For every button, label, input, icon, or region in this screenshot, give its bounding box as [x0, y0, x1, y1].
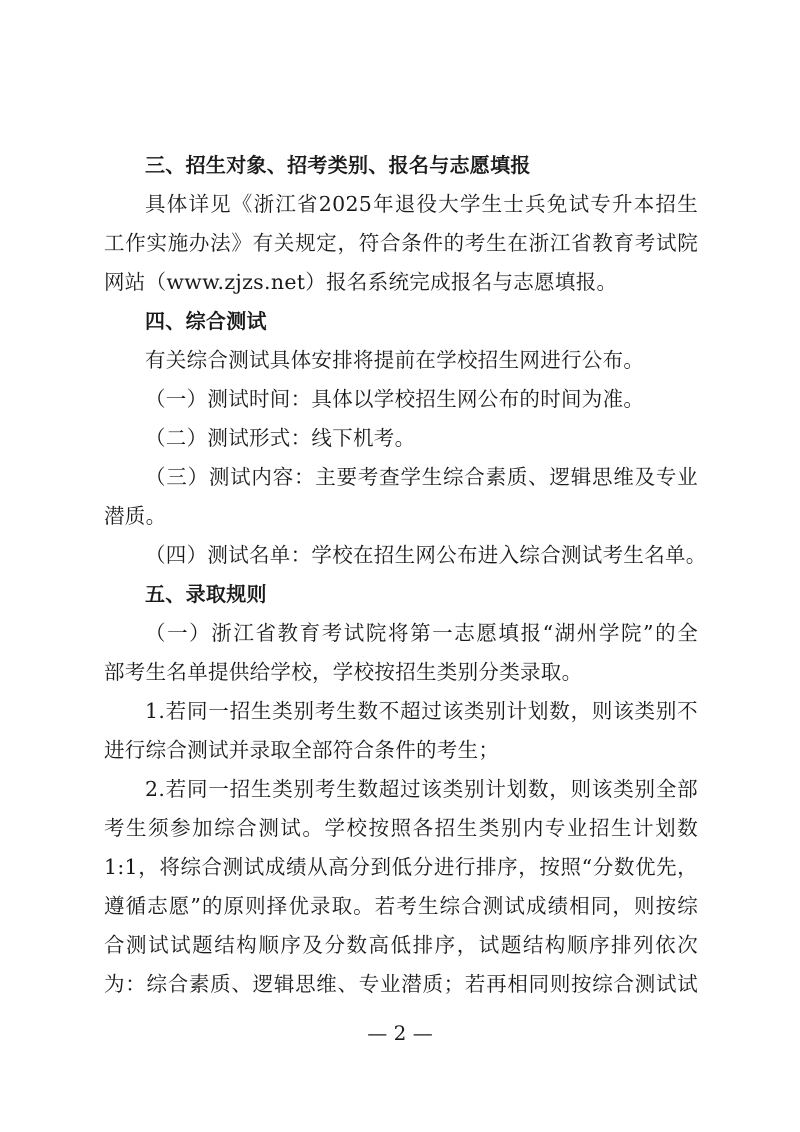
- page-number: — 2 —: [367, 1021, 433, 1045]
- paragraph-line: （二）测试形式：线下机考。: [145, 426, 416, 450]
- paragraph-line: 网站（www.zjzs.net）报名系统完成报名与志愿填报。: [104, 270, 618, 294]
- paragraph-line: 工作实施办法》有关规定，符合条件的考生在浙江省教育考试院: [104, 231, 698, 255]
- paragraph-line: 有关综合测试具体安排将提前在学校招生网进行公布。: [145, 348, 645, 372]
- paragraph-line: 遵循志愿”的原则择优录取。若考生综合测试成绩相同，则按综: [104, 894, 698, 918]
- paragraph-line: （一）测试时间：具体以学校招生网公布的时间为准。: [145, 387, 645, 411]
- paragraph-line: （四）测试名单：学校在招生网公布进入综合测试考生名单。: [145, 543, 707, 567]
- paragraph-line: 具体详见《浙江省2025年退役大学生士兵免试专升本招生: [145, 192, 698, 216]
- section-heading-3: 三、招生对象、招考类别、报名与志愿填报: [145, 153, 531, 177]
- paragraph-line: 进行综合测试并录取全部符合条件的考生；: [104, 738, 500, 762]
- paragraph-line: 为：综合素质、逻辑思维、专业潜质；若再相同则按综合测试试: [104, 972, 698, 996]
- paragraph-line: （一）浙江省教育考试院将第一志愿填报“湖州学院”的全: [145, 621, 698, 645]
- paragraph-line: 2.若同一招生类别考生数超过该类别计划数，则该类别全部: [145, 777, 698, 801]
- section-heading-4: 四、综合测试: [145, 309, 267, 333]
- paragraph-line: 1.若同一招生类别考生数不超过该类别计划数，则该类别不: [145, 699, 698, 723]
- paragraph-line: 1:1，将综合测试成绩从高分到低分进行排序，按照“分数优先，: [104, 855, 698, 879]
- paragraph-line: 部考生名单提供给学校，学校按招生类别分类录取。: [104, 660, 583, 684]
- paragraph-line: （三）测试内容：主要考查学生综合素质、逻辑思维及专业: [145, 465, 698, 489]
- paragraph-line: 考生须参加综合测试。学校按照各招生类别内专业招生计划数: [104, 816, 698, 840]
- section-heading-5: 五、录取规则: [145, 582, 267, 606]
- paragraph-line: 潜质。: [104, 504, 167, 528]
- paragraph-line: 合测试试题结构顺序及分数高低排序，试题结构顺序排列依次: [104, 933, 698, 957]
- document-body: [104, 146, 707, 1004]
